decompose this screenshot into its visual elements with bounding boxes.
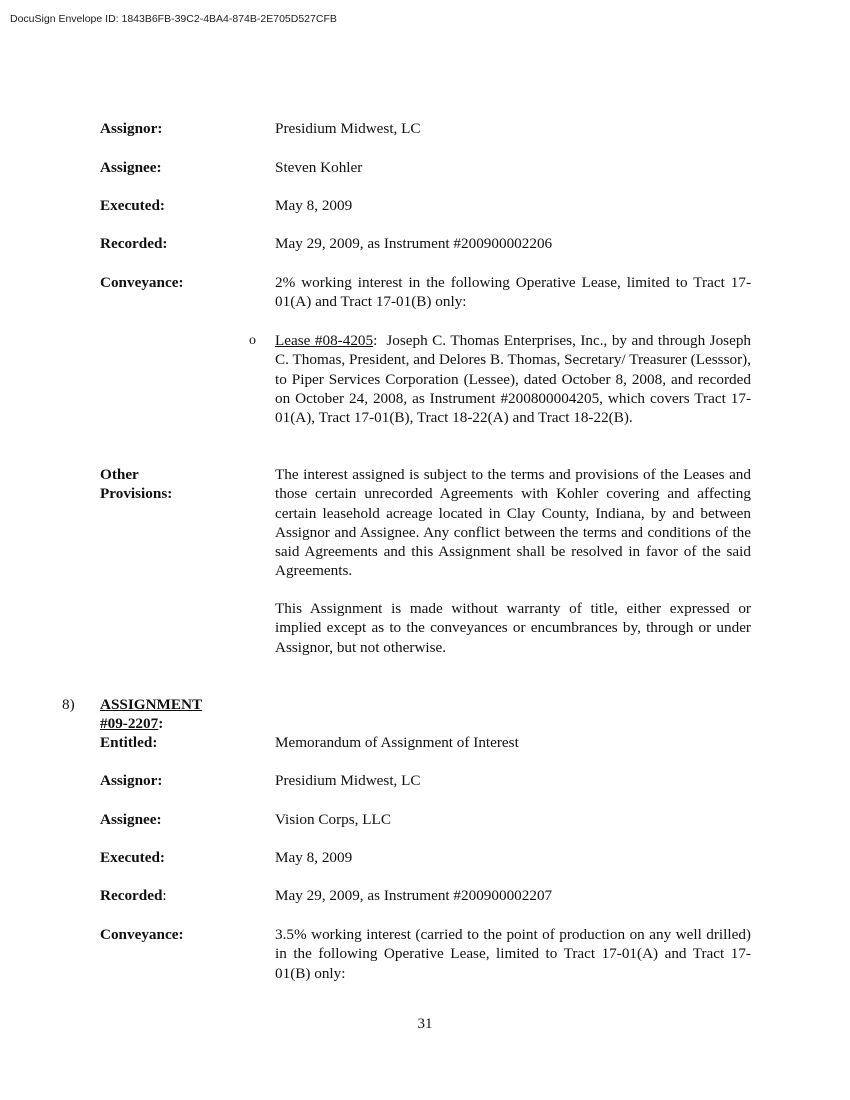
lease-colon: : — [373, 332, 378, 349]
assignee-value-8: Vision Corps, LLC — [275, 811, 391, 828]
assignor-label: Assignor: — [100, 120, 163, 137]
assignee-label: Assignee: — [100, 159, 162, 176]
recorded-label-text-8: Recorded — [100, 887, 163, 904]
assignor-value: Presidium Midwest, LC — [275, 120, 421, 137]
conveyance-label: Conveyance: — [100, 274, 184, 291]
other-provisions-label: Other Provisions: — [100, 466, 173, 503]
conveyance-label-8: Conveyance: — [100, 926, 184, 943]
envelope-id: DocuSign Envelope ID: 1843B6FB-39C2-4BA4-874B-2E705D527CFB — [10, 13, 337, 25]
assignee-value: Steven Kohler — [275, 159, 363, 176]
lease-text: Joseph C. Thomas Enterprises, Inc., by and through Joseph C. Thomas, President, and Delores B. Thomas, Secretary/ Treasurer (Lesssor), to Piper Services Corporation (Lessee), dated October 8, 2008, and recorded on October 24, 2008, as Instrument #200800004205, which covers Tract 17-01(A), Tract 17-01(B), Tract 18-22(A) and Tract 18-22(B). — [275, 332, 752, 427]
conveyance-value: 2% working interest in the following Operative Lease, limited to Tract 17-01(A) and Tract 17-01(B) only: — [275, 274, 751, 311]
heading-colon: : — [158, 715, 164, 733]
other-provisions-paragraph-2: This Assignment is made without warranty of title, either expressed or implied except as to the conveyances or encumbrances by, through or under Assignor, but not otherwise. — [275, 600, 751, 656]
assignor-value-8: Presidium Midwest, LC — [275, 772, 421, 789]
section-number: 8) — [62, 696, 75, 713]
section-heading — [100, 695, 202, 734]
executed-label: Executed: — [100, 197, 165, 214]
executed-value-8: May 8, 2009 — [275, 849, 353, 866]
lease-description — [275, 331, 751, 427]
executed-label-8: Executed: — [100, 849, 165, 866]
assignor-label-8: Assignor: — [100, 772, 163, 789]
recorded-colon-8: : — [162, 887, 167, 904]
recorded-label-8 — [100, 886, 167, 905]
executed-value: May 8, 2009 — [275, 197, 353, 214]
lease-name: Lease #08-4205 — [275, 332, 374, 349]
page-number: 31 — [417, 1016, 433, 1032]
recorded-value: May 29, 2009, as Instrument #200900002206 — [275, 235, 553, 252]
bullet-icon: o — [249, 333, 256, 348]
assignment-title: ASSIGNMENT #09-2207 — [100, 696, 203, 733]
assignee-label-8: Assignee: — [100, 811, 162, 828]
conveyance-value-8: 3.5% working interest (carried to the point of production on any well drilled) in the following Operative Lease, limited to Tract 17-01(A) and Tract 17-01(B) only: — [275, 926, 751, 982]
recorded-label: Recorded: — [100, 235, 168, 252]
other-provisions-paragraph-1: The interest assigned is subject to the terms and provisions of the Leases and those certain unrecorded Agreements with Kohler covering and affecting certain leasehold acreage located in Clay County, Indiana, by and between Assignor and Assignee. Any conflict between the terms and conditions of the said Agreements and this Assignment shall be resolved in favor of the said Agreements. — [275, 466, 751, 580]
entitled-value: Memorandum of Assignment of Interest — [275, 734, 519, 751]
recorded-value-8: May 29, 2009, as Instrument #200900002207 — [275, 887, 553, 904]
entitled-label: Entitled: — [100, 734, 158, 751]
